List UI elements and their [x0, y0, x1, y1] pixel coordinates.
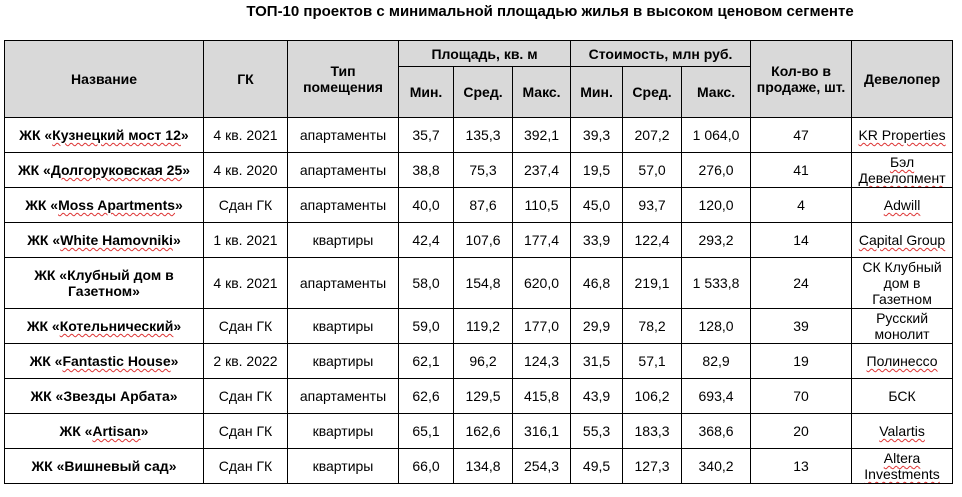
area-avg-cell: 96,2: [454, 344, 513, 379]
project-name-cell: [5, 344, 204, 379]
project-name-suffix: »: [168, 458, 177, 474]
count-cell: 13: [751, 449, 852, 484]
cost-max-cell: 120,0: [682, 188, 751, 223]
developer-cell: [852, 309, 953, 344]
project-name-prefix: ЖК «: [31, 458, 65, 474]
cost-min-cell: 45,0: [571, 188, 623, 223]
cost-min-cell: 43,9: [571, 379, 623, 414]
type-cell: квартиры: [288, 414, 399, 449]
project-name: Звезды Арбата: [63, 388, 170, 404]
project-name-prefix: ЖК «: [19, 127, 53, 143]
project-name: Котельнический: [59, 318, 174, 334]
project-name-suffix: »: [173, 318, 182, 334]
area-min-cell: 40,0: [399, 188, 454, 223]
table-row: [5, 449, 953, 484]
gk-cell: 2 кв. 2022: [204, 344, 288, 379]
developer-name: Adwill: [883, 197, 921, 213]
type-cell: квартиры: [288, 449, 399, 484]
project-name-cell: [5, 449, 204, 484]
area-min-cell: 38,8: [399, 153, 454, 188]
type-cell: апартаменты: [288, 258, 399, 309]
project-name: Fantastic House: [62, 353, 171, 369]
cost-avg-cell: 57,1: [623, 344, 682, 379]
type-cell: апартаменты: [288, 153, 399, 188]
column-header-area-avg: Сред.: [454, 67, 513, 118]
area-avg-cell: 75,3: [454, 153, 513, 188]
cost-max-cell: 1 064,0: [682, 118, 751, 153]
project-name-suffix: »: [170, 353, 179, 369]
project-name-cell: [5, 188, 204, 223]
project-name-prefix: ЖК «: [30, 388, 64, 404]
area-min-cell: 35,7: [399, 118, 454, 153]
column-header-name: Название: [5, 41, 204, 118]
project-name-prefix: ЖК «: [25, 197, 59, 213]
project-name: Долгоруковская 25: [50, 162, 183, 178]
project-name-suffix: »: [182, 162, 191, 178]
developer-name: Valartis: [879, 423, 925, 439]
gk-cell: 1 кв. 2021: [204, 223, 288, 258]
project-name-prefix: ЖК «: [27, 232, 61, 248]
project-name-suffix: »: [172, 232, 181, 248]
count-cell: 24: [751, 258, 852, 309]
area-avg-cell: 135,3: [454, 118, 513, 153]
project-name-cell: [5, 379, 204, 414]
developer-cell: [852, 344, 953, 379]
column-group-cost: Стоимость, млн руб.: [571, 41, 751, 67]
area-min-cell: 58,0: [399, 258, 454, 309]
column-header-count: Кол-во в продаже, шт.: [751, 41, 852, 118]
table-row: [5, 118, 953, 153]
table-row: [5, 344, 953, 379]
cost-max-cell: 293,2: [682, 223, 751, 258]
project-name-cell: [5, 118, 204, 153]
cost-avg-cell: 122,4: [623, 223, 682, 258]
cost-min-cell: 49,5: [571, 449, 623, 484]
developer-cell: [852, 223, 953, 258]
project-name-cell: [5, 153, 204, 188]
gk-cell: Сдан ГК: [204, 188, 288, 223]
project-name-prefix: ЖК «: [17, 162, 51, 178]
gk-cell: Сдан ГК: [204, 449, 288, 484]
area-max-cell: 237,4: [513, 153, 571, 188]
area-min-cell: 66,0: [399, 449, 454, 484]
type-cell: апартаменты: [288, 379, 399, 414]
area-min-cell: 42,4: [399, 223, 454, 258]
gk-cell: Сдан ГК: [204, 379, 288, 414]
cost-max-cell: 276,0: [682, 153, 751, 188]
area-min-cell: 62,6: [399, 379, 454, 414]
cost-min-cell: 46,8: [571, 258, 623, 309]
project-name: Кузнецкий мост 12: [52, 127, 181, 143]
developer-cell: [852, 449, 953, 484]
developer-cell: [852, 379, 953, 414]
column-header-gk: ГК: [204, 41, 288, 118]
gk-cell: Сдан ГК: [204, 414, 288, 449]
developer-name: Русский монолит: [874, 310, 930, 342]
count-cell: 47: [751, 118, 852, 153]
cost-avg-cell: 183,3: [623, 414, 682, 449]
project-name-prefix: ЖК «: [29, 353, 63, 369]
area-max-cell: 177,4: [513, 223, 571, 258]
developer-cell: [852, 414, 953, 449]
area-min-cell: 62,1: [399, 344, 454, 379]
project-name-cell: [5, 309, 204, 344]
page-title: ТОП-10 проектов с минимальной площадью жилья в высоком ценовом сегменте: [246, 3, 854, 20]
project-name-suffix: »: [175, 197, 183, 213]
cost-max-cell: 368,6: [682, 414, 751, 449]
column-header-type: Тип помещения: [288, 41, 399, 118]
developer-name: KR Properties: [858, 127, 946, 143]
developer-name: Altera Investments: [864, 450, 940, 482]
type-cell: апартаменты: [288, 118, 399, 153]
column-header-developer: Девелопер: [852, 41, 953, 118]
type-cell: апартаменты: [288, 188, 399, 223]
cost-max-cell: 128,0: [682, 309, 751, 344]
count-cell: 19: [751, 344, 852, 379]
cost-min-cell: 55,3: [571, 414, 623, 449]
developer-name: Полинессо: [866, 353, 938, 369]
area-max-cell: 254,3: [513, 449, 571, 484]
area-min-cell: 65,1: [399, 414, 454, 449]
area-avg-cell: 134,8: [454, 449, 513, 484]
project-name-prefix: ЖК «: [26, 318, 60, 334]
area-avg-cell: 119,2: [454, 309, 513, 344]
table-row: [5, 153, 953, 188]
column-header-cost-min: Мин.: [571, 67, 623, 118]
project-name: Artisan: [92, 423, 141, 439]
count-cell: 70: [751, 379, 852, 414]
area-avg-cell: 154,8: [454, 258, 513, 309]
table-row: [5, 414, 953, 449]
project-name-suffix: »: [140, 423, 149, 439]
gk-cell: 4 кв. 2021: [204, 258, 288, 309]
project-name-prefix: ЖК «: [34, 267, 68, 283]
project-name: White Hamovniki: [60, 232, 173, 248]
developer-name: Бэл Девелопмент: [858, 154, 946, 186]
cost-max-cell: 340,2: [682, 449, 751, 484]
project-name-suffix: »: [169, 388, 178, 404]
project-name: Вишневый сад: [64, 458, 169, 474]
project-name: Moss Apartments: [58, 197, 176, 213]
gk-cell: 4 кв. 2021: [204, 118, 288, 153]
area-max-cell: 620,0: [513, 258, 571, 309]
developer-cell: [852, 188, 953, 223]
developer-name: СК Клубный дом в Газетном: [862, 259, 942, 307]
project-name: Клубный дом в Газетном: [67, 267, 174, 299]
area-max-cell: 392,1: [513, 118, 571, 153]
developer-name: БСК: [888, 388, 916, 404]
area-avg-cell: 129,5: [454, 379, 513, 414]
count-cell: 39: [751, 309, 852, 344]
header-row-groups: [5, 41, 953, 67]
gk-cell: 4 кв. 2020: [204, 153, 288, 188]
developer-cell: [852, 258, 953, 309]
project-name-suffix: »: [180, 127, 189, 143]
cost-min-cell: 19,5: [571, 153, 623, 188]
cost-avg-cell: 207,2: [623, 118, 682, 153]
cost-avg-cell: 93,7: [623, 188, 682, 223]
projects-table: [4, 40, 953, 484]
cost-avg-cell: 78,2: [623, 309, 682, 344]
gk-cell: Сдан ГК: [204, 309, 288, 344]
area-avg-cell: 162,6: [454, 414, 513, 449]
area-max-cell: 316,1: [513, 414, 571, 449]
project-name-cell: [5, 223, 204, 258]
developer-name: Capital Group: [858, 232, 946, 248]
developer-cell: [852, 153, 953, 188]
area-min-cell: 59,0: [399, 309, 454, 344]
cost-min-cell: 33,9: [571, 223, 623, 258]
area-avg-cell: 107,6: [454, 223, 513, 258]
project-name-prefix: ЖК «: [59, 423, 93, 439]
count-cell: 41: [751, 153, 852, 188]
table-row: [5, 379, 953, 414]
area-avg-cell: 87,6: [454, 188, 513, 223]
table-row: [5, 188, 953, 223]
column-header-area-min: Мин.: [399, 67, 454, 118]
area-max-cell: 415,8: [513, 379, 571, 414]
project-name-cell: [5, 414, 204, 449]
count-cell: 14: [751, 223, 852, 258]
cost-max-cell: 1 533,8: [682, 258, 751, 309]
cost-min-cell: 29,9: [571, 309, 623, 344]
count-cell: 4: [751, 188, 852, 223]
cost-min-cell: 39,3: [571, 118, 623, 153]
cost-max-cell: 82,9: [682, 344, 751, 379]
area-max-cell: 124,3: [513, 344, 571, 379]
type-cell: квартиры: [288, 309, 399, 344]
cost-min-cell: 31,5: [571, 344, 623, 379]
type-cell: квартиры: [288, 223, 399, 258]
table-row: [5, 258, 953, 309]
cost-avg-cell: 57,0: [623, 153, 682, 188]
area-max-cell: 177,0: [513, 309, 571, 344]
cost-avg-cell: 106,2: [623, 379, 682, 414]
column-header-cost-max: Макс.: [682, 67, 751, 118]
column-group-area: Площадь, кв. м: [399, 41, 571, 67]
table-row: [5, 223, 953, 258]
table-row: [5, 309, 953, 344]
project-name-suffix: »: [132, 283, 140, 299]
project-name-cell: [5, 258, 204, 309]
count-cell: 20: [751, 414, 852, 449]
developer-cell: [852, 118, 953, 153]
column-header-cost-avg: Сред.: [623, 67, 682, 118]
column-header-area-max: Макс.: [513, 67, 571, 118]
area-max-cell: 110,5: [513, 188, 571, 223]
cost-avg-cell: 127,3: [623, 449, 682, 484]
cost-avg-cell: 219,1: [623, 258, 682, 309]
cost-max-cell: 693,4: [682, 379, 751, 414]
type-cell: квартиры: [288, 344, 399, 379]
